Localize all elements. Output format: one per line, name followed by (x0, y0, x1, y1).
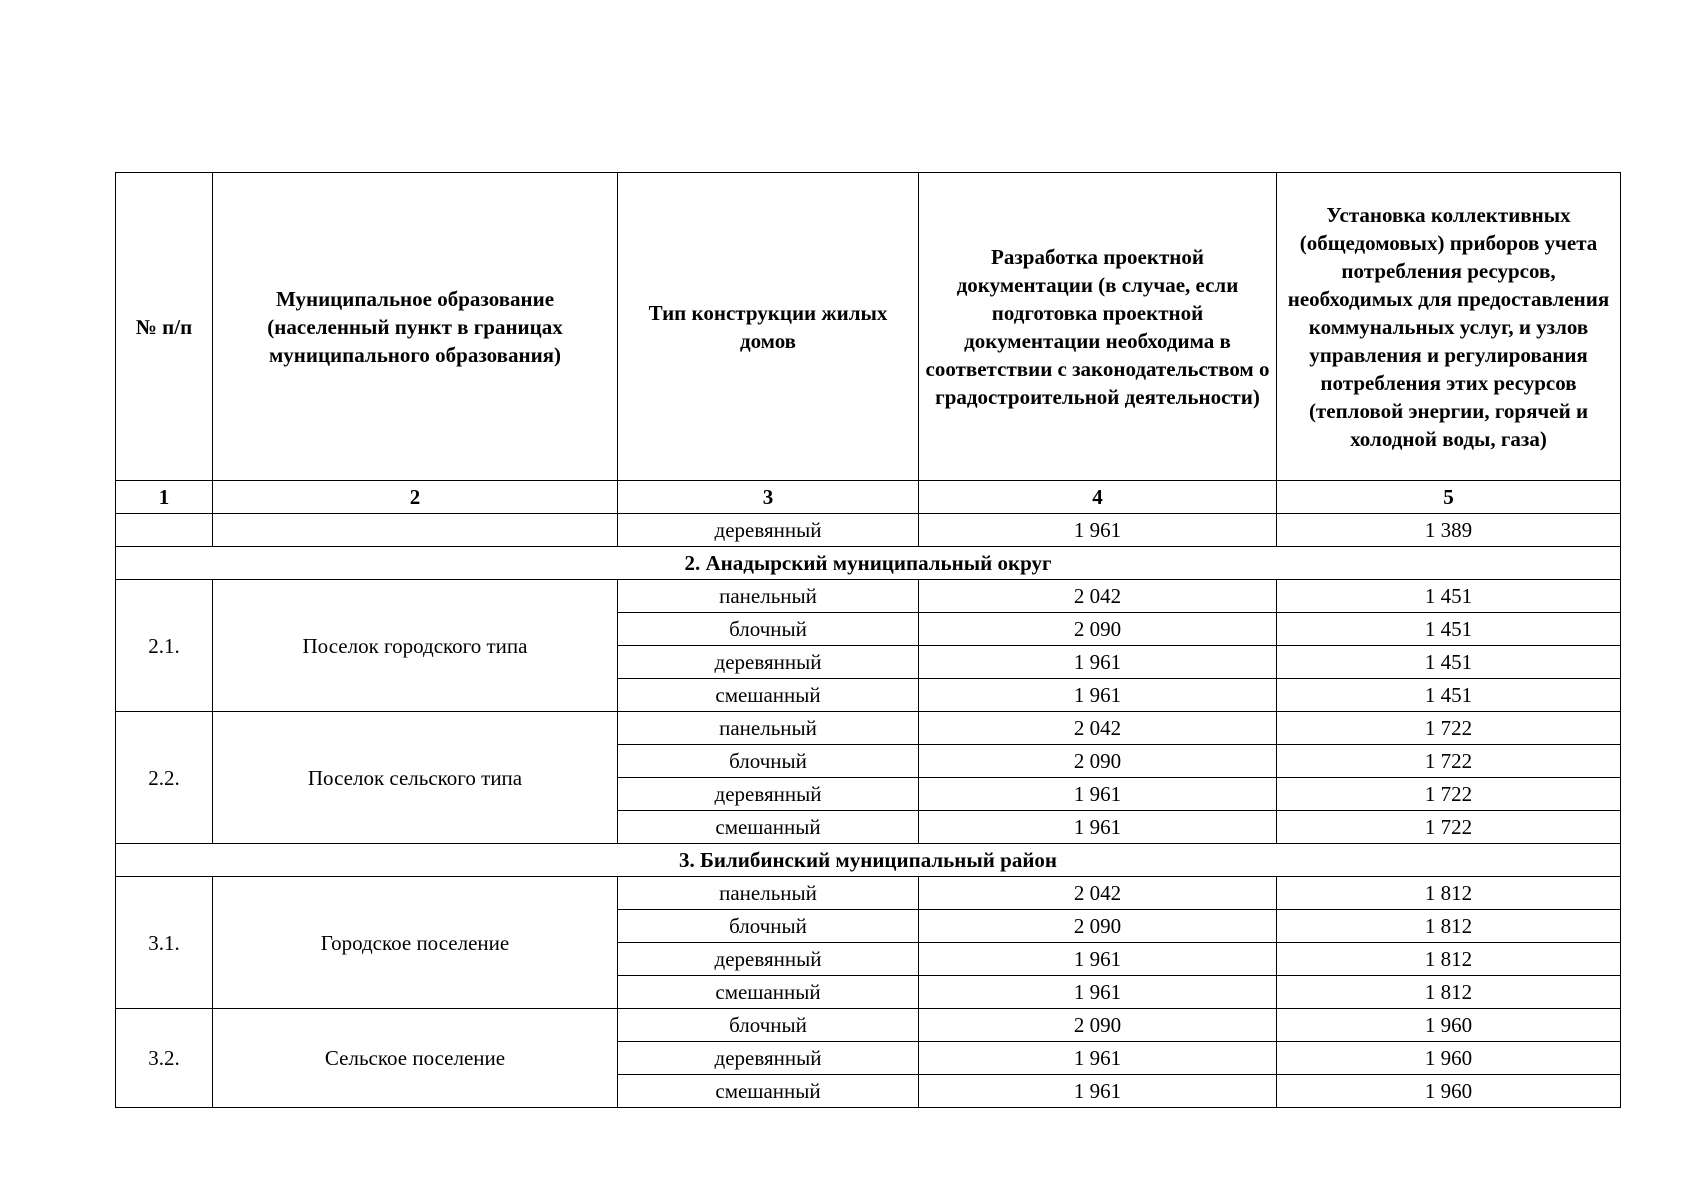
construction-type-cell: смешанный (618, 811, 919, 844)
construction-type-cell: деревянный (618, 943, 919, 976)
construction-type-cell: блочный (618, 745, 919, 778)
design-cost-cell: 1 961 (919, 1075, 1277, 1108)
construction-type-cell: блочный (618, 910, 919, 943)
header-row (116, 173, 1621, 481)
meter-cost-cell: 1 960 (1277, 1075, 1621, 1108)
column-number: 2 (213, 481, 618, 514)
design-cost-cell: 2 042 (919, 712, 1277, 745)
meter-cost-cell: 1 960 (1277, 1009, 1621, 1042)
header-municipality: Муниципальное образование (населенный пункт в границах муниципального образования) (213, 173, 618, 481)
meter-cost-cell: 1 722 (1277, 778, 1621, 811)
meter-cost-cell: 1 451 (1277, 613, 1621, 646)
table-row (116, 514, 1621, 547)
municipality-cell: Сельское поселение (213, 1009, 618, 1108)
row-number-cell: 2.1. (116, 580, 213, 712)
meter-cost-cell: 1 722 (1277, 745, 1621, 778)
header-construction-type: Тип конструкции жилых домов (618, 173, 919, 481)
section-row (116, 547, 1621, 580)
construction-type-cell: смешанный (618, 679, 919, 712)
design-cost-cell: 1 961 (919, 811, 1277, 844)
column-number: 5 (1277, 481, 1621, 514)
meter-cost-cell: 1 812 (1277, 943, 1621, 976)
construction-type-cell: блочный (618, 1009, 919, 1042)
table-row (116, 712, 1621, 745)
row-number-cell: 3.2. (116, 1009, 213, 1108)
header-design-documentation: Разработка проектной документации (в случае, если подготовка проектной документации необходима в соответствии с законодательством о градостроительной деятельности) (919, 173, 1277, 481)
municipality-cell: Поселок сельского типа (213, 712, 618, 844)
construction-type-cell: деревянный (618, 778, 919, 811)
construction-type-cell: деревянный (618, 646, 919, 679)
header-meter-installation: Установка коллективных (общедомовых) приборов учета потребления ресурсов, необходимых для предоставления коммунальных услуг, и узлов управления и регулирования потребления этих ресурсов (тепловой энергии, горячей и холодной воды, газа) (1277, 173, 1621, 481)
design-cost-cell: 1 961 (919, 943, 1277, 976)
cost-table (115, 172, 1621, 1108)
column-number: 3 (618, 481, 919, 514)
design-cost-cell: 1 961 (919, 514, 1277, 547)
meter-cost-cell: 1 722 (1277, 811, 1621, 844)
design-cost-cell: 1 961 (919, 778, 1277, 811)
design-cost-cell: 2 042 (919, 580, 1277, 613)
section-row (116, 844, 1621, 877)
row-number-cell: 3.1. (116, 877, 213, 1009)
construction-type-cell: смешанный (618, 1075, 919, 1108)
municipality-cell: Поселок городского типа (213, 580, 618, 712)
meter-cost-cell: 1 960 (1277, 1042, 1621, 1075)
municipality-cell (213, 514, 618, 547)
construction-type-cell: панельный (618, 877, 919, 910)
table-row (116, 877, 1621, 910)
row-number-cell: 2.2. (116, 712, 213, 844)
design-cost-cell: 2 042 (919, 877, 1277, 910)
table-row (116, 1009, 1621, 1042)
construction-type-cell: деревянный (618, 1042, 919, 1075)
section-title: 3. Билибинский муниципальный район (116, 844, 1621, 877)
table-row (116, 580, 1621, 613)
column-number: 4 (919, 481, 1277, 514)
municipality-cell: Городское поселение (213, 877, 618, 1009)
construction-type-cell: деревянный (618, 514, 919, 547)
construction-type-cell: панельный (618, 580, 919, 613)
row-number-cell (116, 514, 213, 547)
meter-cost-cell: 1 451 (1277, 679, 1621, 712)
meter-cost-cell: 1 812 (1277, 877, 1621, 910)
construction-type-cell: блочный (618, 613, 919, 646)
design-cost-cell: 2 090 (919, 745, 1277, 778)
design-cost-cell: 1 961 (919, 679, 1277, 712)
meter-cost-cell: 1 812 (1277, 976, 1621, 1009)
design-cost-cell: 1 961 (919, 646, 1277, 679)
meter-cost-cell: 1 451 (1277, 646, 1621, 679)
construction-type-cell: смешанный (618, 976, 919, 1009)
design-cost-cell: 1 961 (919, 976, 1277, 1009)
column-number: 1 (116, 481, 213, 514)
design-cost-cell: 2 090 (919, 613, 1277, 646)
section-title: 2. Анадырский муниципальный округ (116, 547, 1621, 580)
meter-cost-cell: 1 812 (1277, 910, 1621, 943)
design-cost-cell: 2 090 (919, 1009, 1277, 1042)
construction-type-cell: панельный (618, 712, 919, 745)
meter-cost-cell: 1 722 (1277, 712, 1621, 745)
meter-cost-cell: 1 389 (1277, 514, 1621, 547)
meter-cost-cell: 1 451 (1277, 580, 1621, 613)
design-cost-cell: 1 961 (919, 1042, 1277, 1075)
column-number-row (116, 481, 1621, 514)
header-number: № п/п (116, 173, 213, 481)
design-cost-cell: 2 090 (919, 910, 1277, 943)
